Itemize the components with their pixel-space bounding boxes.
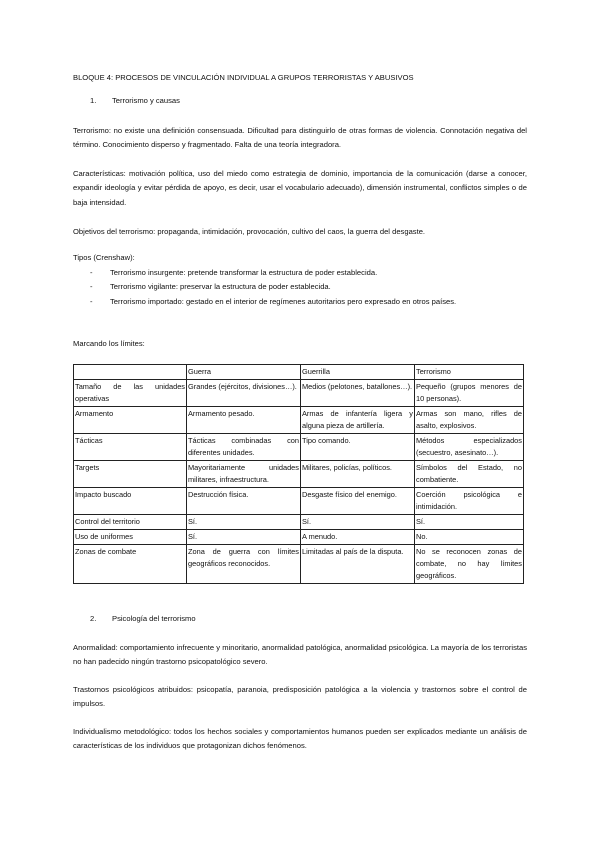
row-label-cell: Targets bbox=[74, 461, 187, 488]
list-item: - Terrorismo importado: gestado en el interior de regímenes autoritarios pero expresado en otros países. bbox=[90, 295, 544, 309]
table-cell: No. bbox=[415, 530, 524, 545]
header-cell: Guerra bbox=[187, 365, 301, 380]
paragraph: Terrorismo: no existe una definición consensuada. Dificultad para distinguirlo de otras formas de violencia. Connotación negativa del término. Conocimiento disperso y fragmentado. Falta de una teoría integradora. bbox=[73, 126, 527, 150]
table-cell: Tipo comando. bbox=[301, 434, 415, 461]
table-row bbox=[74, 461, 524, 488]
table-row bbox=[74, 407, 524, 434]
row-label-cell: Armamento bbox=[74, 407, 187, 434]
paragraph: Trastornos psicológicos atribuidos: psicopatía, paranoia, predisposición patológica a la violencia y trastornos sobre el control de impulsos. bbox=[73, 685, 527, 709]
row-label-cell: Tamaño de las unidades operativas bbox=[74, 380, 187, 407]
table-cell: Destrucción física. bbox=[187, 488, 301, 515]
table-row bbox=[74, 515, 524, 530]
table-cell: Limitadas al país de la disputa. bbox=[301, 545, 415, 584]
table-cell: Sí. bbox=[187, 530, 301, 545]
table-row bbox=[74, 530, 524, 545]
paragraph: Objetivos del terrorismo: propaganda, intimidación, provocación, cultivo del caos, la guerra del desgaste. bbox=[73, 227, 426, 236]
table-row bbox=[74, 545, 524, 584]
table-row bbox=[74, 488, 524, 515]
table-cell: A menudo. bbox=[301, 530, 415, 545]
table-cell: Símbolos del Estado, no combatiente. bbox=[415, 461, 524, 488]
table-cell: Sí. bbox=[301, 515, 415, 530]
section-title: Psicología del terrorismo bbox=[112, 614, 196, 623]
table-row bbox=[74, 434, 524, 461]
section-1-heading bbox=[90, 94, 544, 108]
table-header-row bbox=[74, 365, 524, 380]
table-cell: Tácticas combinadas con diferentes unidades. bbox=[187, 434, 301, 461]
table-cell: Métodos especializados (secuestro, asesinato…). bbox=[415, 434, 524, 461]
table-cell: Militares, policías, políticos. bbox=[301, 461, 415, 488]
table-cell: Zona de guerra con límites geográficos reconocidos. bbox=[187, 545, 301, 584]
tipos-list bbox=[73, 266, 527, 309]
paragraph: Características: motivación política, uso del miedo como estrategia de dominio, importancia de la comunicación (darse a conocer, expandir ideología y evitar pérdida de apoyo, es decir, usar el vocabulario adecuado), dimensión instrumental, conflictos simples o de baja intensidad. bbox=[73, 169, 527, 207]
section-2-heading bbox=[90, 612, 544, 626]
table-cell: Sí. bbox=[187, 515, 301, 530]
list-item: - Terrorismo vigilante: preservar la estructura de poder establecida. bbox=[90, 280, 544, 294]
comparison-table bbox=[73, 364, 524, 584]
section-number: 1. bbox=[90, 96, 97, 105]
table-cell: Medios (pelotones, batallones…). bbox=[301, 380, 415, 407]
table-cell: Armas son mano, rifles de asalto, explosivos. bbox=[415, 407, 524, 434]
table-cell: Pequeño (grupos menores de 10 personas). bbox=[415, 380, 524, 407]
table-cell: Desgaste físico del enemigo. bbox=[301, 488, 415, 515]
paragraph: Individualismo metodológico: todos los hechos sociales y comportamientos humanos pueden ser explicados mediante un análisis de características de los individuos que protagonizan dichos fenómenos. bbox=[73, 727, 527, 751]
table-cell: Sí. bbox=[415, 515, 524, 530]
row-label-cell: Uso de uniformes bbox=[74, 530, 187, 545]
header-cell: Guerrilla bbox=[301, 365, 415, 380]
tipos-heading: Tipos (Crenshaw): bbox=[73, 253, 135, 262]
header-cell: Terrorismo bbox=[415, 365, 524, 380]
table-cell: Grandes (ejércitos, divisiones…). bbox=[187, 380, 301, 407]
row-label-cell: Zonas de combate bbox=[74, 545, 187, 584]
table-row bbox=[74, 380, 524, 407]
section-title: Terrorismo y causas bbox=[112, 96, 180, 105]
list-item: - Terrorismo insurgente: pretende transformar la estructura de poder establecida. bbox=[90, 266, 544, 280]
table-cell: Mayoritariamente unidades militares, infraestructura. bbox=[187, 461, 301, 488]
document-title: BLOQUE 4: PROCESOS DE VINCULACIÓN INDIVIDUAL A GRUPOS TERRORISTAS Y ABUSIVOS bbox=[73, 73, 414, 82]
table-cell: Armamento pesado. bbox=[187, 407, 301, 434]
table-heading: Marcando los límites: bbox=[73, 339, 145, 348]
section-number: 2. bbox=[90, 614, 97, 623]
paragraph: Anormalidad: comportamiento infrecuente y minoritario, anormalidad patológica, anormalidad psicológica. La mayoría de los terroristas no han padecido ningún trastorno psicopatológico severo. bbox=[73, 643, 527, 667]
row-label-cell: Impacto buscado bbox=[74, 488, 187, 515]
table-cell: Armas de infantería ligera y alguna pieza de artillería. bbox=[301, 407, 415, 434]
row-label-cell: Tácticas bbox=[74, 434, 187, 461]
header-cell bbox=[74, 365, 187, 380]
table-cell: No se reconocen zonas de combate, no hay límites geográficos. bbox=[415, 545, 524, 584]
row-label-cell: Control del territorio bbox=[74, 515, 187, 530]
table-cell: Coerción psicológica e intimidación. bbox=[415, 488, 524, 515]
